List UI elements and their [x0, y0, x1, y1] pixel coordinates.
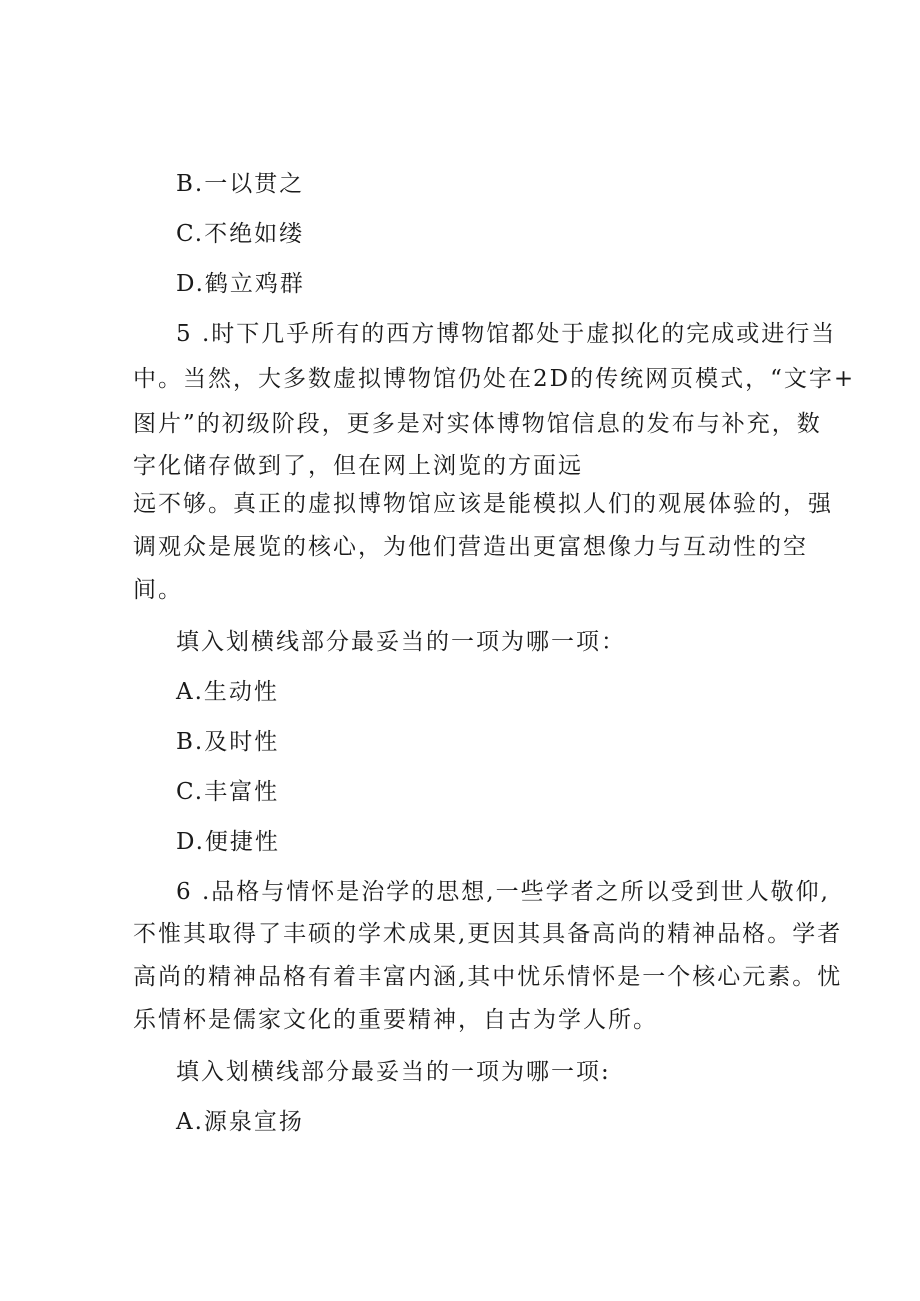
q6-stem-line-2: 不惟其取得了丰硕的学术成果,更因其具备高尚的精神品格。学者	[133, 921, 843, 947]
q5-prompt: 填入划横线部分最妥当的一项为哪一项：	[176, 629, 626, 655]
q6-stem-line-3: 高尚的精神品格有着丰富内涵,其中忧乐情怀是一个核心元素。忧	[133, 964, 843, 990]
q4-option-b: B.一以贯之	[176, 171, 305, 197]
q5-stem-line-2: 中。当然，大多数虚拟博物馆仍处在2D的传统网页模式，“文字+	[133, 366, 856, 392]
q5-stem-line-6: 调观众是展览的核心，为他们营造出更富想像力与互动性的空	[133, 534, 808, 560]
q6-option-a: A.源泉宣扬	[176, 1109, 304, 1135]
q4-option-d: D.鹤立鸡群	[176, 271, 305, 297]
q6-stem-line-1: 6 .品格与情怀是治学的思想,一些学者之所以受到世人敬仰,	[176, 879, 830, 905]
q5-option-d: D.便捷性	[176, 829, 280, 855]
q5-stem-line-5: 远不够。真正的虚拟博物馆应该是能模拟人们的观展体验的，强	[133, 491, 833, 517]
q5-stem-line-7: 间。	[133, 577, 183, 603]
q6-prompt: 填入划横线部分最妥当的一项为哪一项:	[176, 1059, 611, 1085]
q5-stem-line-4: 字化储存做到了，但在网上浏览的方面远	[133, 453, 583, 479]
q4-option-c: C.不绝如缕	[176, 221, 305, 247]
q5-option-b: B.及时性	[176, 729, 280, 755]
q5-option-c: C.丰富性	[176, 779, 280, 805]
q5-stem-line-1: 5 .时下几乎所有的西方博物馆都处于虚拟化的完成或进行当	[176, 321, 837, 347]
q5-stem-line-3: 图片”的初级阶段，更多是对实体博物馆信息的发布与补充，数	[133, 411, 822, 437]
q5-option-a: A.生动性	[176, 679, 279, 705]
q6-stem-line-4: 乐情杯是儒家文化的重要精神，自古为学人所。	[133, 1007, 658, 1033]
